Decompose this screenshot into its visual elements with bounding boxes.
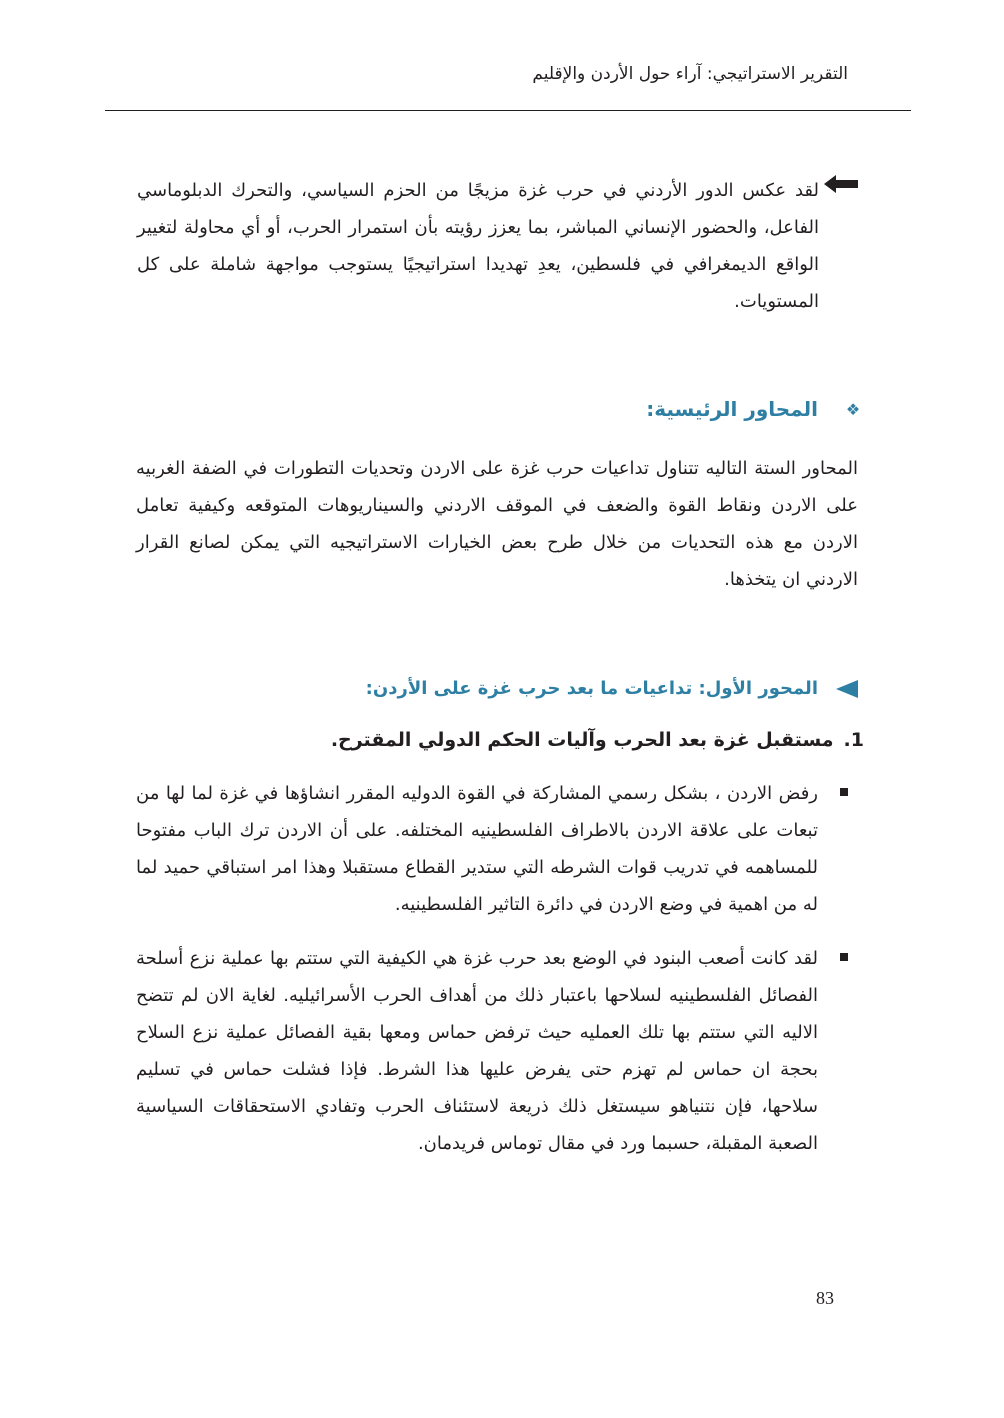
bullet-paragraph: لقد كانت أصعب البنود في الوضع بعد حرب غزة هي الكيفية التي ستتم بها عملية نزع أسلحة الفصائل الفلسطينيه لسلاحها باعتبار ذلك من أهداف الحرب الأسرائيليه. لغاية الان لم تتضح الاليه التي ستتم بها تلك العمليه حيث ترفض حماس ومعها بقية الفصائل عملية نزع السلاح بحجة ان حماس لم تهزم حتى يفرض عليها هذا الشرط. فإذا فشلت حماس في تسليم سلاحها، فإن نتنياهو سيستغل ذلك ذريعة لاستئناف الحرب وتفادي الاستحقاقات السياسية الصعبة المقبلة، حسبما ورد في مقال توماس فريدمان.	[136, 948, 818, 1154]
numbered-item	[331, 724, 864, 756]
item-number: 1.	[843, 729, 864, 751]
diamond-bullet-icon: ❖	[845, 399, 861, 419]
header-divider	[105, 110, 911, 111]
square-bullet-icon	[840, 788, 848, 796]
arrow-left-icon	[824, 175, 858, 193]
bullet-paragraph: رفض الاردن ، بشكل رسمي المشاركة في القوة الدوليه المقرر انشاؤها في غزة لما لها من تبعات على علاقة الاردن بالاطراف الفلسطينيه المختلفه. على أن الاردن ترك الباب مفتوحا للمساهمه في تدريب قوات الشرطه التي ستدير القطاع مستقبلا وهذا امر استباقي حميد لما له من اهمية في وضع الاردن في دائرة التاثير الفلسطينيه.	[136, 783, 818, 915]
intro-paragraph: لقد عكس الدور الأردني في حرب غزة مزيجًا من الحزم السياسي، والتحرك الدبلوماسي الفاعل، والحضور الإنساني المباشر، بما يعزز رؤيته بأن استمرار الحرب، أو أي محاولة لتغيير الواقع الديمغرافي في فلسطين، يعدِ تهديدا استراتيجيًا يستوجب مواجهة شاملة على كل المستويات.	[137, 180, 819, 312]
item-title: مستقبل غزة بعد الحرب وآليات الحكم الدولي المقترح.	[330, 729, 834, 751]
first-axis-heading: المحور الأول: تداعيات ما بعد حرب غزة على الأردن:	[365, 678, 818, 699]
main-axes-heading: المحاور الرئيسية:	[646, 397, 818, 421]
running-header: التقرير الاستراتيجي: آراء حول الأردن والإقليم	[532, 64, 848, 84]
page-number: 83	[816, 1288, 834, 1308]
main-axes-paragraph: المحاور الستة التاليه تتناول تداعيات حرب غزة على الاردن وتحديات التطورات في الضفة الغربيه على الاردن ونقاط القوة والضعف في الموقف الاردني والسيناريوهات المتوقعه وكيفية تعامل الاردن مع هذه التحديات من خلال طرح بعض الخيارات الاستراتيجيه التي يمكن لصانع القرار الاردني ان يتخذها.	[136, 458, 858, 590]
triangle-bullet-icon	[836, 680, 858, 698]
square-bullet-icon	[840, 953, 848, 961]
